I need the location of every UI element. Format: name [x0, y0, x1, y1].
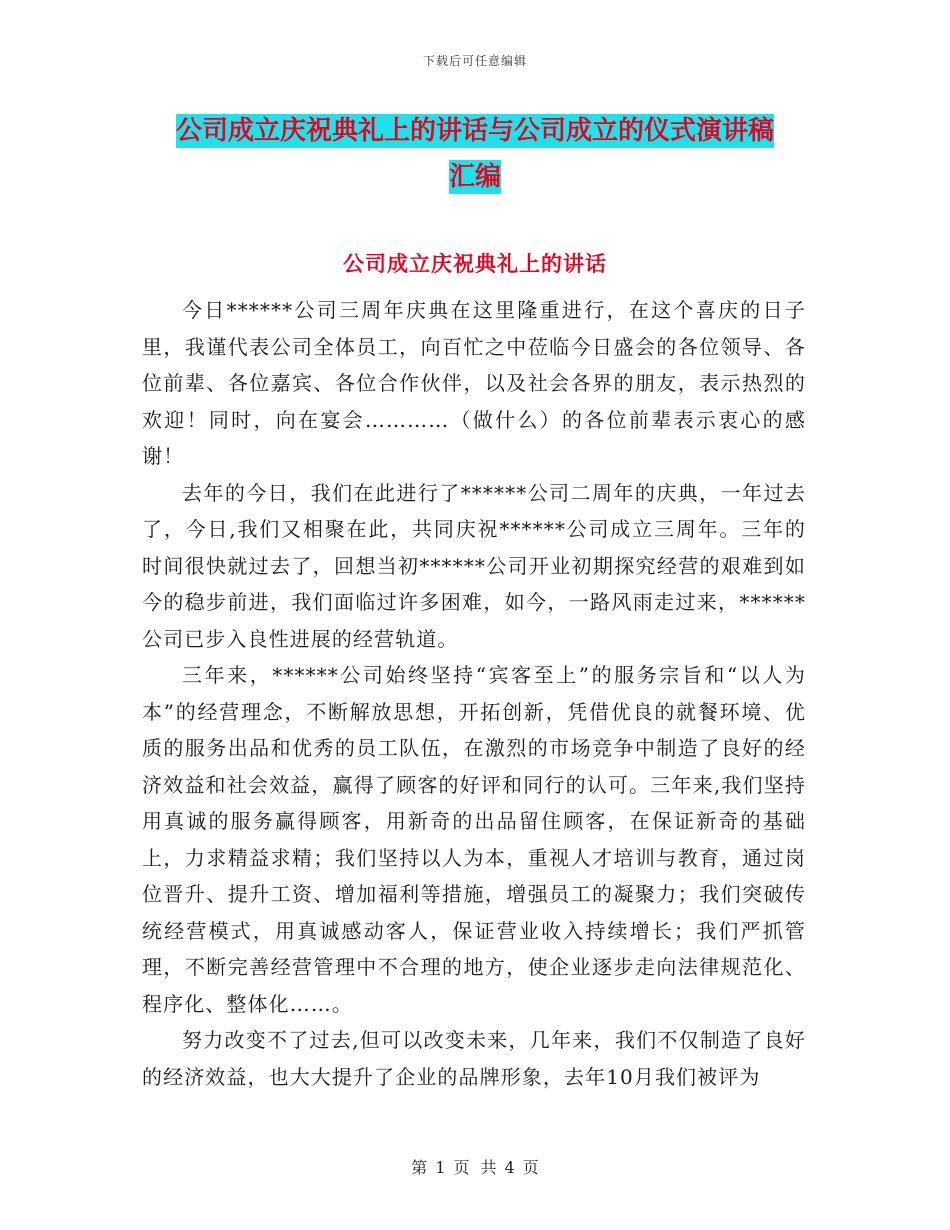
total-pages: 4	[504, 1158, 515, 1177]
paragraph: 今日******公司三周年庆典在这里隆重进行，在这个喜庆的日子里，我谨代表公司全体员工，向百忙之中莅临今日盛会的各位领导、各位前辈、各位嘉宾、各位合作伙伴，以及社会各界的朋友，表示热烈的欢迎！同时，向在宴会…………（做什么）的各位前辈表示衷心的感谢！	[142, 298, 806, 468]
document-title-line2: 汇编	[448, 162, 501, 192]
document-title	[120, 108, 830, 200]
page-number: 1	[435, 1158, 446, 1177]
document-body	[142, 292, 806, 1095]
header-note: 下载后可任意编辑	[422, 54, 527, 68]
page-mid: 页 共	[453, 1158, 497, 1177]
document-title-line1: 公司成立庆祝典礼上的讲话与公司成立的仪式演讲稿	[175, 116, 774, 146]
paragraph: 三年来，******公司始终坚持“宾客至上”的服务宗旨和“以人为本”的经营理念，不断解放思想，开拓创新，凭借优良的就餐环境、优质的服务出品和优秀的员工队伍，在激烈的市场竞争中制造了良好的经济效益和社会效益，赢得了顾客的好评和同行的认可。三年来,我们坚持用真诚的服务赢得顾客，用新奇的出品留住顾客，在保证新奇的基础上，力求精益求精；我们坚持以人为本，重视人才培训与教育，通过岗位晋升、提升工资、增加福利等措施，增强员工的凝聚力；我们突破传统经营模式，用真诚感动客人，保证营业收入持续增长；我们严抓管理，不断完善经营管理中不合理的地方，使企业逐步走向法律规范化、程序化、整体化……。	[142, 663, 806, 1016]
section-title: 公司成立庆祝典礼上的讲话	[343, 251, 607, 276]
page-suffix: 页	[522, 1158, 539, 1177]
page-prefix: 第	[411, 1158, 428, 1177]
page-footer	[0, 1155, 950, 1178]
paragraph: 去年的今日，我们在此进行了******公司二周年的庆典，一年过去了，今日,我们又相聚在此，共同庆祝******公司成立三周年。三年的时间很快就过去了，回想当初******公司开业初期探究经营的艰难到如今的稳步前进，我们面临过许多困难，如今，一路风雨走过来，******公司已步入良性进展的经营轨道。	[142, 480, 806, 651]
paragraph: 努力改变不了过去,但可以改变未来，几年来，我们不仅制造了良好的经济效益，也大大提升了企业的品牌形象，去年10月我们被评为	[142, 1028, 806, 1089]
